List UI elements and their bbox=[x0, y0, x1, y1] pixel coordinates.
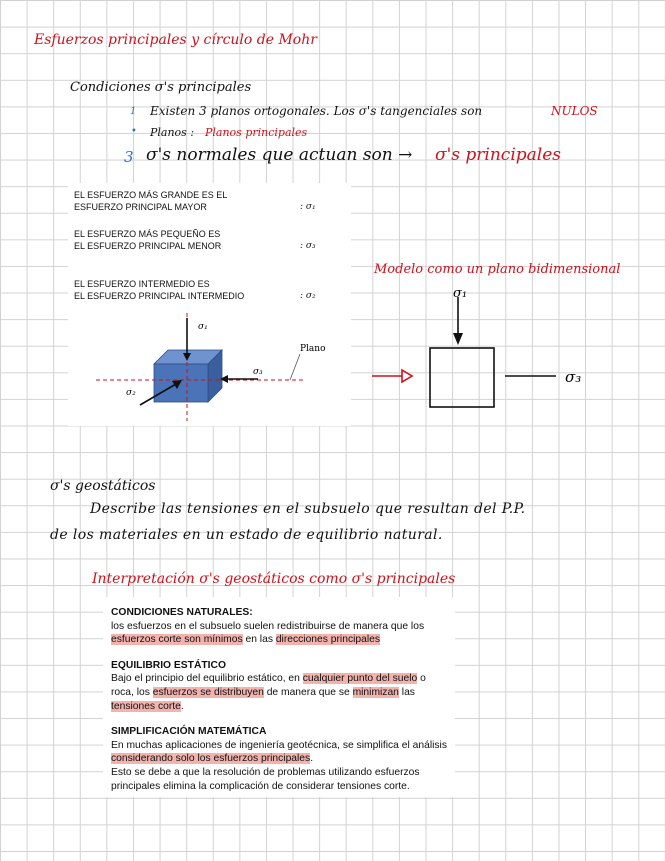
conditions-heading: Condiciones σ's principales bbox=[70, 80, 252, 95]
condition-text: σ's normales que actuan son → bbox=[146, 145, 413, 165]
condition-text: Planos : bbox=[150, 126, 195, 139]
natural-title: CONDICIONES NATURALES: bbox=[111, 607, 253, 618]
static-highlight-1: cualquier punto del suelo bbox=[302, 673, 418, 685]
major-line-2: ESFUERZO PRINCIPAL MAYOR bbox=[74, 202, 207, 212]
geostatic-line-2: de los materiales en un estado de equilibrio natural. bbox=[50, 527, 443, 543]
principal-stress-panel bbox=[68, 183, 351, 426]
inter-line-2: EL ESFUERZO PRINCIPAL INTERMEDIO bbox=[74, 291, 245, 301]
sigma3-label: σ₃ bbox=[253, 367, 263, 377]
static-highlight-3: minimizan bbox=[352, 686, 399, 698]
plano-leader bbox=[290, 354, 300, 380]
geostatic-line-1: Describe las tensiones en el subsuelo que resultan del P.P. bbox=[90, 501, 526, 517]
condition-number: 1 bbox=[130, 106, 137, 117]
stress-cube-figure bbox=[68, 183, 351, 426]
static-text-4: de manera que se bbox=[263, 686, 353, 698]
interpretation-heading: Interpretación σ's geostáticos como σ's principales bbox=[92, 571, 456, 587]
inter-line-1: EL ESFUERZO INTERMEDIO ES bbox=[74, 279, 210, 289]
minor-line-1: EL ESFUERZO MÁS PEQUEÑO ES bbox=[74, 229, 221, 239]
sigma1-label: σ₁ bbox=[198, 322, 208, 332]
condition-number: 3 bbox=[124, 148, 134, 166]
math-title: SIMPLIFICACIÓN MATEMÁTICA bbox=[111, 726, 267, 738]
math-highlight-1: considerando solo los esfuerzos principales bbox=[111, 753, 311, 765]
model-sigma1-label: σ₁ bbox=[453, 286, 468, 301]
static-text-3: roca, los bbox=[111, 686, 153, 698]
static-text-2: o bbox=[417, 673, 426, 685]
static-text-1: Bajo el principio del equilibrio estático, en bbox=[111, 673, 303, 685]
minor-line-2: EL ESFUERZO PRINCIPAL MENOR bbox=[74, 241, 222, 251]
condition-emphasis: NULOS bbox=[551, 104, 598, 118]
static-text-5: las bbox=[398, 686, 415, 698]
cube-front bbox=[154, 364, 208, 402]
model-sigma1-arrow bbox=[453, 333, 463, 345]
condition-text: Existen 3 planos ortogonales. Los σ's tangenciales son bbox=[150, 104, 483, 118]
math-text-1: En muchas aplicaciones de ingeniería geotécnica, se simplifica el análisis bbox=[111, 739, 447, 751]
math-body bbox=[111, 739, 447, 793]
math-text-4: principales elimina la complicación de considerar tensiones corte. bbox=[111, 780, 410, 792]
model-red-arrow bbox=[402, 370, 412, 382]
condition-emphasis: σ's principales bbox=[435, 145, 561, 165]
math-text-2: . bbox=[310, 753, 314, 765]
static-highlight-4: tensiones corte bbox=[111, 700, 181, 712]
plane-model-figure bbox=[360, 285, 660, 435]
model-square bbox=[430, 348, 494, 407]
natural-highlight-1: esfuerzos corte son mínimos bbox=[111, 634, 243, 646]
page-title: Esfuerzos principales y círculo de Mohr bbox=[34, 32, 317, 48]
model-heading: Modelo como un plano bidimensional bbox=[374, 262, 621, 277]
interpretation-panel bbox=[103, 597, 455, 797]
plano-label: Plano bbox=[300, 344, 326, 354]
inter-symbol: : σ₂ bbox=[300, 291, 316, 301]
bullet-dot: • bbox=[131, 126, 137, 137]
minor-symbol: : σ₃ bbox=[300, 241, 316, 251]
static-body bbox=[111, 672, 447, 713]
condition-emphasis: Planos principales bbox=[205, 126, 308, 139]
natural-highlight-2: direcciones principales bbox=[275, 634, 380, 646]
geostatic-heading: σ's geostáticos bbox=[50, 478, 156, 494]
math-text-3: Esto se debe a que la resolución de problemas utilizando esfuerzos bbox=[111, 766, 420, 778]
natural-body bbox=[111, 620, 447, 647]
natural-text-1: los esfuerzos en el subsuelo suelen redistribuirse de manera que los bbox=[111, 620, 425, 632]
static-text-6: . bbox=[180, 700, 184, 712]
sigma2-label: σ₂ bbox=[126, 388, 136, 398]
major-symbol: : σ₁ bbox=[300, 202, 316, 212]
natural-text-2: en las bbox=[242, 634, 276, 646]
static-highlight-2: esfuerzos se distribuyen bbox=[152, 686, 264, 698]
static-title: EQUILIBRIO ESTÁTICO bbox=[111, 659, 226, 671]
model-sigma3-label: σ₃ bbox=[565, 368, 582, 386]
major-line-1: EL ESFUERZO MÁS GRANDE ES EL bbox=[74, 190, 228, 200]
